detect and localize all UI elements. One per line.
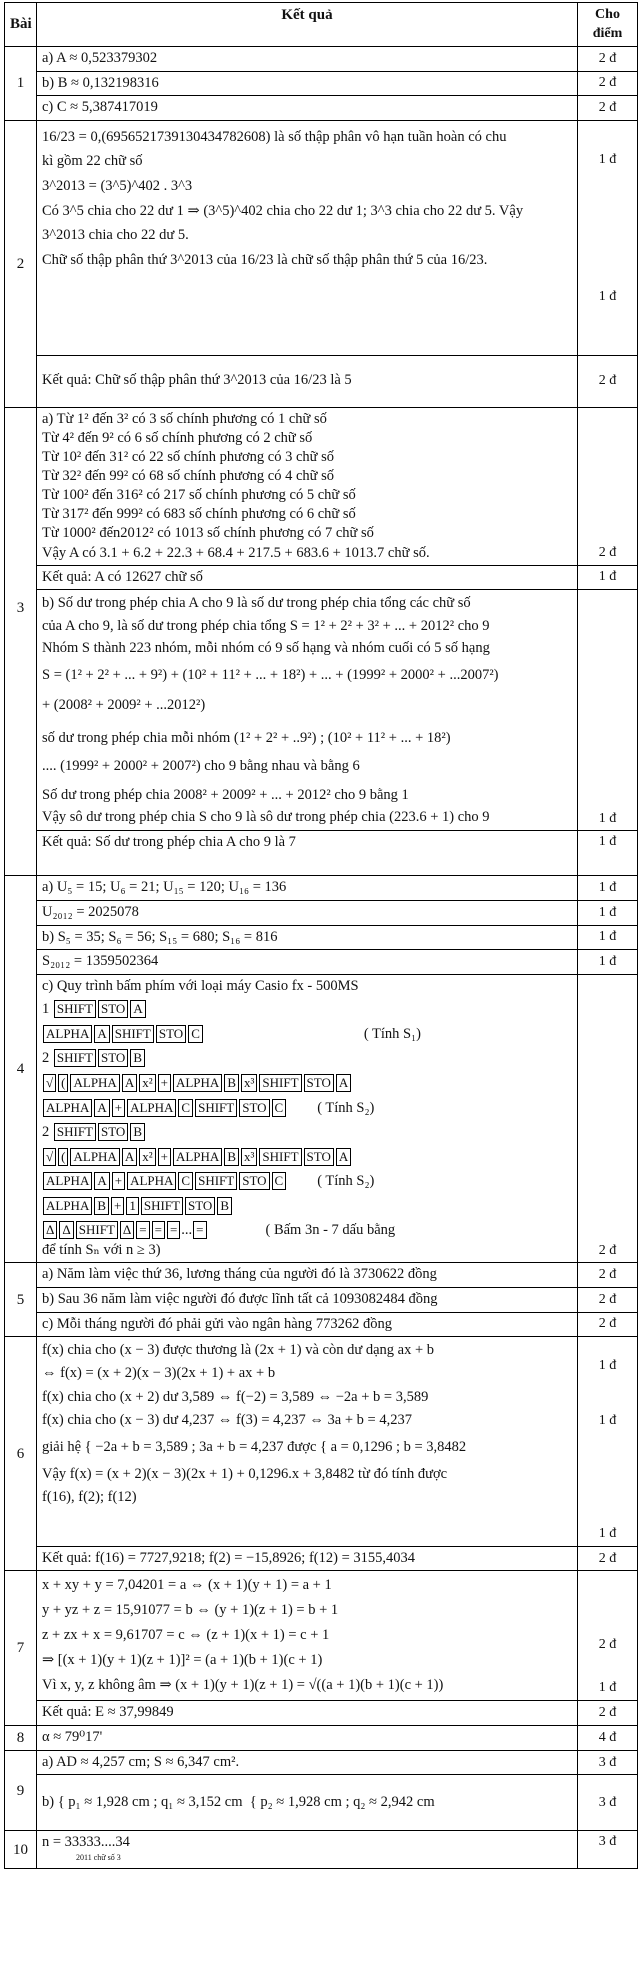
b-key: B [94,1197,109,1215]
table-row [5,120,638,355]
equals-key: = [152,1221,165,1239]
b-key: B [224,1148,239,1166]
result-text: b) Số dư trong phép chia A cho 9 là số dư trong phép chia tổng các chữ số của A cho 9, là số dư trong phép chia tổng S = 1² + 2² + 3² + ... + 2012² cho 9 Nhóm S thành 223 nhóm, mỗi nhóm có 9 số hạng và nhóm cuối có 5 số hạng S = (1² + 2² + ... + 9²) + (10² + 11² + ... + 18²) + ... + (1999² + 2000² + ...2007²) + (2008² + 2009² + ...2012²) số dư trong phép chia mỗi nhóm (1² + 2² + ..9²) ; (10² + 11² + ... + 18²) .... (1999² + 2000² + 2007²) cho 9 bằng nhau và bằng 6 Số dư trong phép chia 2008² + 2009² + ... + 2012² cho 9 bằng 1 Vậy sô dư trong phép chia S cho 9 là sô dư trong phép chia (223.6 + 1) cho 9 [37,590,578,831]
key-tail: để tính Sₙ với n ≥ 3) [42,1241,161,1258]
square-key: x² [139,1148,155,1166]
table-header-row [5,3,638,47]
key-line [42,999,572,1020]
table-row [5,355,638,407]
paren-key: ( [58,1074,68,1092]
key-line [42,1220,572,1241]
result-text: f(x) chia cho (x − 3) được thương là (2x + 1) và còn dư dạng ax + b ⇔ f(x) = (x + 2)(x − 3)(2x + 1) + ax + b f(x) chia cho (x + 2) dư 3,589 ⇔ f(−2) = 3,589 ⇔ −2a + b = 3,589 f(x) chia cho (x − 3) dư 4,237 ⇔ f(3) = 4,237 ⇔ 3a + b = 4,237 giải hệ { −2a + b = 3,589 ; 3a + b = 4,237 được { a = 0,1296 ; b = 3,8482 Vậy f(x) = (x + 2)(x − 3)(2x + 1) + 0,1296.x + 3,8482 từ đó tính được f(16), f(2); f(12) [37,1337,578,1547]
note-press: ( Bấm 3n - 7 dấu bằng [265,1222,396,1239]
result-text: a) Năm làm việc thứ 36, lương tháng của người đó là 3730622 đồng [37,1263,578,1288]
shift-key: SHIFT [54,1123,96,1141]
underbrace-label: 2011 chữ số 3 [76,1853,121,1863]
result-text: b) S₅ = 35; S₆ = 56; S₁₅ = 680; S₁₆ = 816 [37,925,578,950]
table-row [5,901,638,926]
alpha-key: ALPHA [173,1148,222,1166]
result-text: S₂₀₁₂ = 1359502364 [37,950,578,975]
result-text: Kết quả: A có 12627 chữ số [37,565,578,590]
sqrt-key: √ [43,1148,56,1166]
key-line [42,1048,572,1069]
points: 1 đ [578,876,638,901]
points: 2 đ [578,974,638,1263]
bai-number: 8 [5,1725,37,1750]
a-key: A [122,1074,137,1092]
cube-key: x³ [241,1074,257,1092]
key-line [42,1073,572,1094]
result-text: Kết quả: Chữ số thập phân thứ 3^2013 của 16/23 là 5 [37,355,578,407]
alpha-key: ALPHA [127,1099,176,1117]
table-row [5,876,638,901]
a-key: A [336,1074,351,1092]
c-key: C [272,1099,287,1117]
delta-key: Δ [59,1221,73,1239]
result-text: a) AD ≈ 4,257 cm; S ≈ 6,347 cm². [37,1750,578,1775]
table-row [5,1288,638,1313]
table-row [5,1701,638,1726]
alpha-key: ALPHA [43,1099,92,1117]
key-intro: c) Quy trình bấm phím với loại máy Casio fx - 500MS [42,977,359,994]
bai-number: 6 [5,1337,37,1571]
result-text: b) { p₁ ≈ 1,928 cm ; q₁ ≈ 3,152 cm { p₂ ≈ 1,928 cm ; q₂ ≈ 2,942 cm [37,1775,578,1831]
shift-key: SHIFT [195,1172,237,1190]
points: 2 đ [578,1263,638,1288]
paren-key: ( [58,1148,68,1166]
b-key: B [130,1123,145,1141]
result-text: a) U₅ = 15; U₆ = 21; U₁₅ = 120; U₁₆ = 136 [37,876,578,901]
shift-key: SHIFT [141,1197,183,1215]
sto-key: STO [98,1000,128,1018]
result-text: c) Mỗi tháng người đó phải gửi vào ngân hàng 773262 đồng [37,1312,578,1337]
points: 3 đ [578,1750,638,1775]
points: 2 đ [578,1701,638,1726]
table-row [5,1571,638,1701]
table-row [5,96,638,121]
bai-number: 7 [5,1571,37,1725]
table-row [5,950,638,975]
bai-number: 1 [5,47,37,121]
points: 2 đ [578,71,638,96]
digit-key: 1 [42,1001,50,1018]
equals-key: = [167,1221,180,1239]
digit-key: 2 [42,1124,50,1141]
c-key: C [178,1172,193,1190]
points: 2 đ [578,407,638,565]
points: 2 đ [578,1312,638,1337]
a-key: A [94,1099,109,1117]
delta-key: Δ [120,1221,134,1239]
points: 3 đ [578,1775,638,1831]
table-row [5,974,638,1263]
result-text: b) Sau 36 năm làm việc người đó được lĩnh tất cả 1093082484 đồng [37,1288,578,1313]
sto-key: STO [98,1123,128,1141]
table-row [5,1337,638,1547]
points: 2 đ [578,47,638,72]
equals-key: = [136,1221,149,1239]
table-row [5,1725,638,1750]
points: 1 đ [578,901,638,926]
alpha-key: ALPHA [43,1172,92,1190]
sto-key: STO [239,1172,269,1190]
header-ket-qua: Kết quả [37,3,578,47]
points: 2 đ [578,1288,638,1313]
alpha-key: ALPHA [127,1172,176,1190]
points: 1 đ [578,925,638,950]
sqrt-key: √ [43,1074,56,1092]
header-cho-diem: Cho điểm [578,3,638,47]
note-s2: ( Tính S₂) [317,1099,375,1116]
alpha-key: ALPHA [173,1074,222,1092]
table-row [5,590,638,831]
key-line [42,1147,572,1168]
result-text: c) C ≈ 5,387417019 [37,96,578,121]
sto-key: STO [98,1049,128,1067]
plus-key: + [111,1197,124,1215]
sto-key: STO [304,1074,334,1092]
table-row [5,1546,638,1571]
b-key: B [130,1049,145,1067]
result-text: b) B ≈ 0,132198316 [37,71,578,96]
bai-number: 4 [5,876,37,1263]
plus-key: + [158,1074,171,1092]
points: 1 đ 1 đ 1 đ [578,1337,638,1547]
one-key: 1 [126,1197,139,1215]
table-row [5,565,638,590]
shift-key: SHIFT [195,1099,237,1117]
note-s1: ( Tính S₁) [363,1025,422,1042]
sto-key: STO [156,1025,186,1043]
shift-key: SHIFT [112,1025,154,1043]
sto-key: STO [304,1148,334,1166]
note-s3: ( Tính S₂) [317,1173,375,1190]
points: 1 đ [578,950,638,975]
shift-key: SHIFT [259,1148,301,1166]
plus-key: + [112,1172,125,1190]
a-key: A [94,1172,109,1190]
b-key: B [224,1074,239,1092]
key-line [42,1171,572,1192]
points: 2 đ [578,355,638,407]
alpha-key: ALPHA [43,1197,92,1215]
result-text: a) Từ 1² đến 3² có 3 số chính phương có 1 chữ số Từ 4² đến 9² có 6 số chính phương có 2 chữ số Từ 10² đến 31² có 22 số chính phương có 3 chữ số Từ 32² đến 99² có 68 số chính phương có 4 chữ số Từ 100² đến 316² có 217 số chính phương có 5 chữ số Từ 317² đến 999² có 683 số chính phương có 6 chữ số Từ 1000² đến2012² có 1013 số chính phương có 7 chữ số Vậy A có 3.1 + 6.2 + 22.3 + 68.4 + 217.5 + 683.6 + 1013.7 chữ số. [37,407,578,565]
b-key: B [217,1197,232,1215]
header-bai: Bài [5,3,37,47]
key-sequence-cell [37,974,578,1263]
sto-key: STO [185,1197,215,1215]
points: 1 đ [578,565,638,590]
c-key: C [272,1172,287,1190]
key-line [42,1024,572,1045]
bai-number: 2 [5,120,37,407]
a-key: A [336,1148,351,1166]
sto-key: STO [239,1099,269,1117]
table-row [5,1750,638,1775]
a-key: A [94,1025,109,1043]
shift-key: SHIFT [259,1074,301,1092]
result-text: n = 33333....34 2011 chữ số 3 [37,1831,578,1869]
points: 2 đ 1 đ [578,1571,638,1701]
a-key: A [122,1148,137,1166]
alpha-key: ALPHA [70,1074,119,1092]
plus-key: + [112,1099,125,1117]
bai-number: 10 [5,1831,37,1869]
key-line [42,1122,572,1143]
result-text: a) A ≈ 0,523379302 [37,47,578,72]
bai-number: 5 [5,1263,37,1337]
result-text: 16/23 = 0,(6956521739130434782608) là số thập phân vô hạn tuần hoàn có chu kì gồm 22 chữ số 3^2013 = (3^5)^402 . 3^3 Có 3^5 chia cho 22 dư 1 ⇒ (3^5)^402 chia cho 22 dư 1; 3^3 chia cho 22 dư 5. Vậy 3^2013 chia cho 22 dư 5. Chữ số thập phân thứ 3^2013 của 16/23 là chữ số thập phân thứ 5 của 16/23. [37,120,578,355]
table-row [5,831,638,876]
points: 1 đ [578,831,638,876]
alpha-key: ALPHA [70,1148,119,1166]
result-text: Kết quả: E ≈ 37,99849 [37,1701,578,1726]
a-key: A [130,1000,145,1018]
points: 2 đ [578,96,638,121]
delta-key: Δ [43,1221,57,1239]
points: 1 đ 1 đ [578,120,638,355]
answer-table [4,2,638,1869]
bai-number: 3 [5,407,37,876]
table-row [5,1831,638,1869]
shift-key: SHIFT [54,1000,96,1018]
shift-key: SHIFT [54,1049,96,1067]
result-text: x + xy + y = 7,04201 = a ⇔ (x + 1)(y + 1) = a + 1 y + yz + z = 15,91077 = b ⇔ (y + 1)(z + 1) = b + 1 z + zx + x = 9,61707 = c ⇔ (z + 1)(x + 1) = c + 1 ⇒ [(x + 1)(y + 1)(z + 1)]² = (a + 1)(b + 1)(c + 1) Vì x, y, z không âm ⇒ (x + 1)(y + 1)(z + 1) = √((a + 1)(b + 1)(c + 1)) [37,1571,578,1701]
table-row [5,1263,638,1288]
c-key: C [178,1099,193,1117]
alpha-key: ALPHA [43,1025,92,1043]
equals-key: = [193,1221,206,1239]
result-text: α ≈ 79⁰17' [37,1725,578,1750]
plus-key: + [158,1148,171,1166]
points: 2 đ [578,1546,638,1571]
table-row [5,407,638,565]
shift-key: SHIFT [76,1221,118,1239]
digit-key: 2 [42,1050,50,1067]
c-key: C [188,1025,203,1043]
table-row [5,925,638,950]
table-row [5,1312,638,1337]
dots: ... [181,1222,193,1239]
points: 4 đ [578,1725,638,1750]
key-line [42,1196,572,1217]
result-text: Kết quả: f(16) = 7727,9218; f(2) = −15,8926; f(12) = 3155,4034 [37,1546,578,1571]
cube-key: x³ [241,1148,257,1166]
points: 3 đ [578,1831,638,1869]
key-line [42,1098,572,1119]
square-key: x² [139,1074,155,1092]
table-row [5,1775,638,1831]
result-text: Kết quả: Số dư trong phép chia A cho 9 là 7 [37,831,578,876]
table-row [5,71,638,96]
bai-number: 9 [5,1750,37,1831]
table-row [5,47,638,72]
result-text: U₂₀₁₂ = 2025078 [37,901,578,926]
points: 1 đ [578,590,638,831]
